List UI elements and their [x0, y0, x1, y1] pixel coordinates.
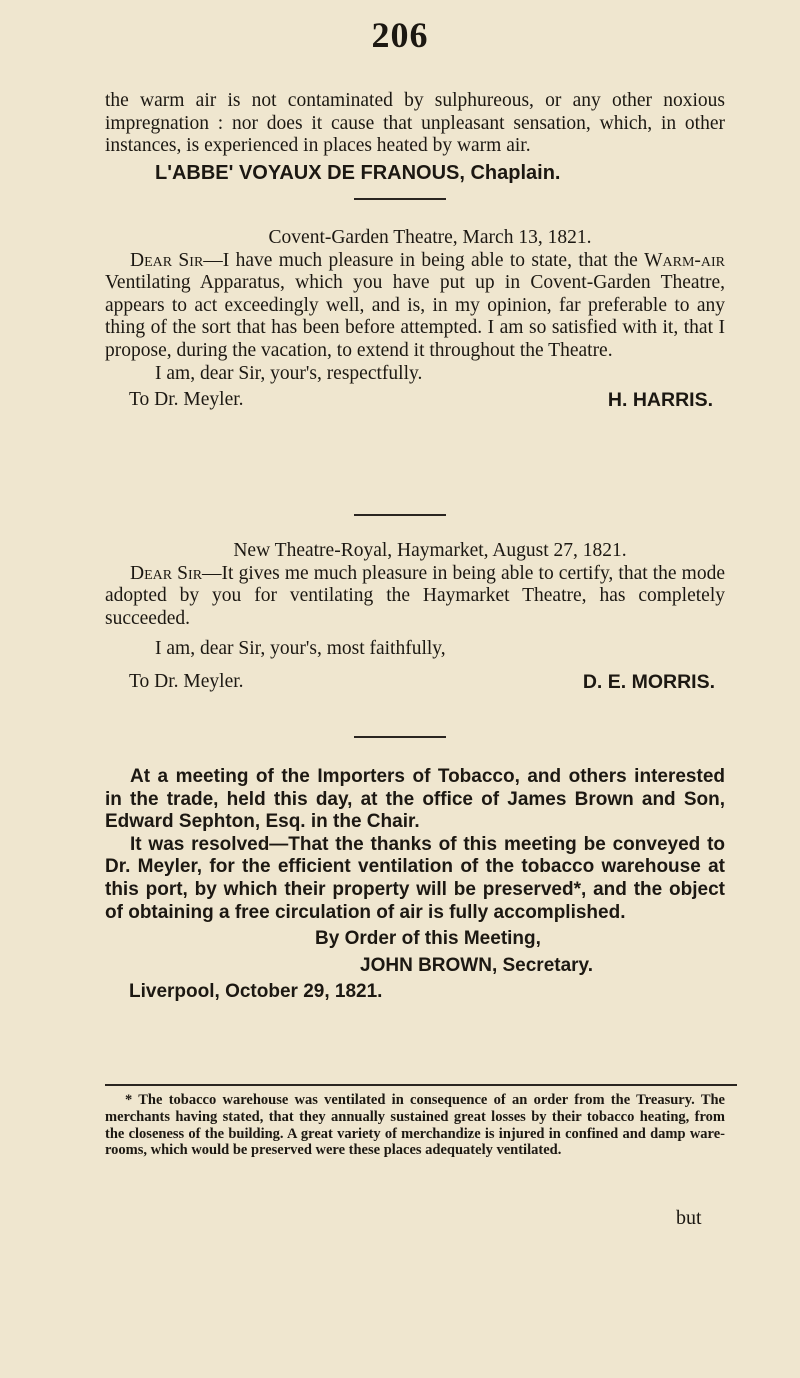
catchword: but — [676, 1207, 702, 1229]
intro-block — [105, 90, 725, 184]
footnote-block — [105, 1092, 725, 1159]
chaplain-signature: L'ABBE' VOYAUX DE FRANOUS, Chaplain. — [155, 161, 561, 184]
letter2-signature: D. E. MORRIS. — [582, 670, 715, 693]
letter1-signature: H. HARRIS. — [607, 389, 713, 412]
letter1-sign-row — [105, 389, 725, 412]
letter1-warm-air: Warm-air — [644, 249, 725, 271]
letter2-dateline: New Theatre-Royal, Haymarket, August 27, 1821. — [233, 540, 627, 561]
resolution-order: By Order of this Meeting, — [315, 928, 541, 950]
letter2-body-text: —It gives me much pleasure in being able to certify, that the mode adopted by you for ventilating the Haymarket Theatre, has completely succeeded. — [105, 562, 725, 629]
letter2-sign-row — [105, 671, 725, 694]
resolution-place-date: Liverpool, October 29, 1821. — [129, 981, 383, 1003]
letter1-salutation: Dear Sir — [130, 249, 204, 271]
resolution-paragraph-2: It was resolved—That the thanks of this meeting be conveyed to Dr. Meyler, for the efficient ventilation of the tobacco warehouse at this port, by which their property will be preserved*, and the object of obtaining a free circulation of air is fully accomplished. — [105, 833, 725, 923]
resolution-block — [105, 766, 725, 1004]
page-number: 206 — [371, 15, 429, 55]
letter2-body — [105, 563, 725, 631]
letter1-body-end: Ventilating Apparatus, which you have put up in Covent-Garden Theatre, appears to act exceedingly well, and is, in my opinion, far preferable to any thing of the sort that has been before attempted. I am so satisfied with it, that I propose, during the vacation, to extend it throughout the Theatre. — [105, 272, 725, 361]
intro-paragraph: the warm air is not contaminated by sulphureous, or any other noxious impregnation : nor does it cause that unpleasant sensation, which, in other instances, is experienced in places heated by warm air. — [105, 90, 725, 157]
letter1-dateline: Covent-Garden Theatre, March 13, 1821. — [268, 227, 592, 248]
letter1-recipient: To Dr. Meyler. — [129, 389, 244, 411]
letter2-salutation: Dear Sir — [130, 562, 203, 584]
divider-1 — [354, 198, 446, 200]
resolution-secretary: JOHN BROWN, Secretary. — [360, 954, 593, 976]
letter1-body — [105, 250, 725, 363]
resolution-paragraph-1: At a meeting of the Importers of Tobacco, and others interested in the trade, held this day, at the office of James Brown and Son, Edward Sephton, Esq. in the Chair. — [105, 766, 725, 833]
letter1-closing: I am, dear Sir, your's, respectfully. — [155, 362, 423, 384]
footnote-text: * The tobacco warehouse was ventilated in consequence of an order from the Treasury. The merchants having stated, that they annually sustained great losses by their tobacco heating, from the closeness of the building. A great variety of merchandize is injured in confined and damp ware-rooms, which would be preserved were these places adequately ventilated. — [105, 1092, 725, 1159]
letter2-recipient: To Dr. Meyler. — [129, 670, 244, 692]
letter-harris — [105, 227, 725, 412]
letter-morris — [105, 540, 725, 694]
letter1-body-start: —I have much pleasure in being able to state, that the — [203, 249, 645, 271]
footnote-rule — [105, 1084, 737, 1086]
divider-2 — [354, 514, 446, 516]
divider-3 — [354, 736, 446, 738]
letter2-closing: I am, dear Sir, your's, most faithfully, — [155, 638, 446, 660]
